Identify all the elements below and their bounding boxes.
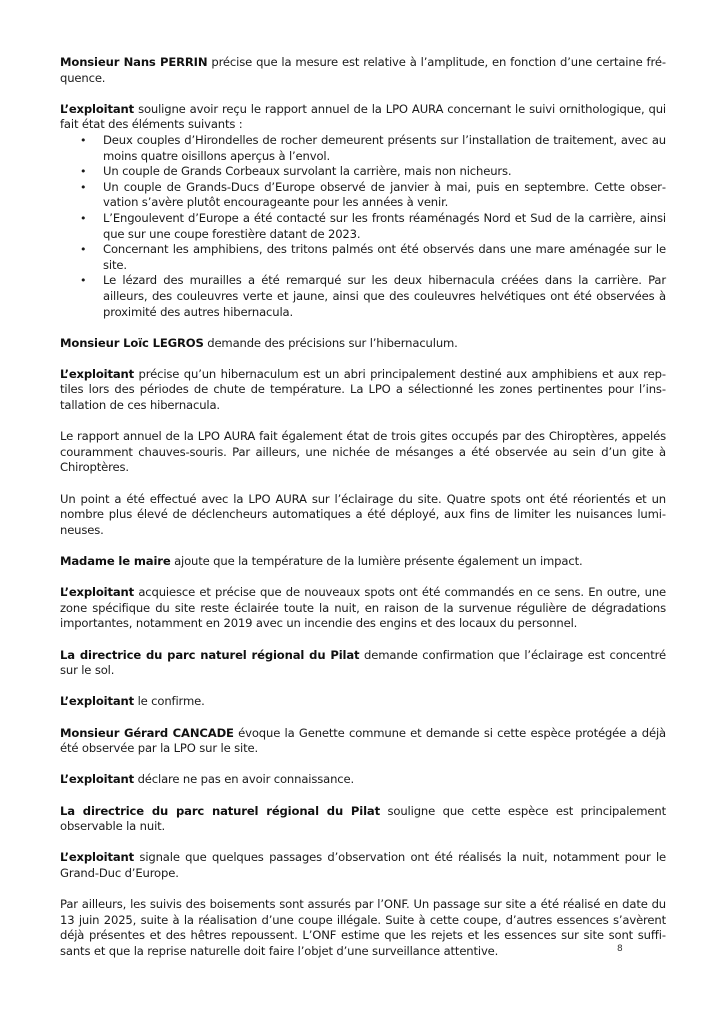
paragraph-text: déclare ne pas en avoir connaissance. [134,772,355,787]
bullet-icon: • [80,133,87,147]
bullet-list [60,133,666,320]
speaker-name: L’exploitant [60,772,135,787]
document-page [60,55,666,975]
list-item [60,180,666,211]
speaker-name: Monsieur Gérard CANCADE [60,725,234,740]
list-item-text: Le lézard des murailles a été remarqué sur les deux hibernacula créées dans la carrière. Par ailleurs, des couleuvres verte et jaune, ainsi que des couleuvres helvétiques ont été observées à proximité des autres hibernacula. [103,273,666,319]
speaker-name: Madame le maire [60,554,171,568]
speaker-name: Monsieur Loïc LEGROS [60,335,204,350]
paragraph [60,850,666,881]
paragraph-text: souligne que cette espèce est principalement observable la nuit. [60,803,666,834]
speaker-name: L’exploitant [60,366,135,381]
paragraph [60,694,666,710]
paragraph-text: demande confirmation que l’éclairage est concentré sur le sol. [60,647,666,678]
paragraph-text: demande des précisions sur l’hibernaculum. [203,335,458,350]
paragraph [60,102,666,133]
paragraph-text: Par ailleurs, les suivis des boisements sont assurés par l’ONF. Un passage sur site a été réalisé en date du 13 juin 2025, suite à la réalisation d’une coupe illégale. Suite à cette coupe, d’autres essences s’avèrent déjà présentes et des hêtres repoussent. L’ONF estime que les rejets et les essences sur site sont suffisants et que la reprise naturelle doit faire l’objet d’une surveillance attentive. [60,897,666,958]
list-item [60,211,666,242]
list-item-text: Un couple de Grands Corbeaux survolant la carrière, mais non nicheurs. [103,164,512,179]
bullet-icon: • [80,165,87,179]
paragraph-text: ajoute que la température de la lumière présente également un impact. [170,554,583,568]
paragraph-text: Un point a été effectué avec la LPO AURA sur l’éclairage du site. Quatre spots ont été réorientés et un nombre plus élevé de déclencheurs automatiques a été déployé, aux fins de limiter les nuisances lumineuses. [60,491,666,537]
paragraph [60,554,666,570]
paragraph-text: précise que la mesure est relative à l’amplitude, en fonction d’une certaine fréquence. [60,55,666,85]
paragraph [60,336,666,352]
bullet-icon: • [80,274,87,288]
paragraph [60,55,666,86]
bullet-icon: • [80,243,87,257]
speaker-name: L’exploitant [60,850,135,865]
list-item [60,273,666,320]
bullet-icon: • [80,180,87,194]
page-number: 8 [617,944,623,954]
speaker-name: L’exploitant [60,585,135,600]
list-item-text: Un couple de Grands-Ducs d’Europe observé de janvier à mai, puis en septembre. Cette observation s’avère plutôt encourageante pour les années à venir. [103,179,666,210]
paragraph-text: signale que quelques passages d’observation ont été réalisés la nuit, notamment pour le Grand-Duc d’Europe. [60,850,666,880]
speaker-name: La directrice du parc naturel régional du Pilat [60,647,360,662]
paragraph [60,492,666,539]
paragraph-text: précise qu’un hibernaculum est un abri principalement destiné aux amphibiens et aux reptiles lors des périodes de chute de température. La LPO a sélectionné les zones pertinentes pour l’installation de ces hibernacula. [60,366,666,413]
list-item [60,242,666,273]
paragraph [60,429,666,476]
paragraph [60,772,666,788]
speaker-name: La directrice du parc naturel régional du Pilat [60,803,380,818]
paragraph-text: acquiesce et précise que de nouveaux spots ont été commandés en ce sens. En outre, une zone spécifique du site reste éclairée toute la nuit, en raison de la survenue régulière de dégradations importantes, notamment en 2019 avec un incendie des engins et des locaux du personnel. [60,585,666,631]
paragraph [60,585,666,632]
paragraph [60,367,666,414]
paragraph [60,804,666,835]
speaker-name: L’exploitant [60,694,135,709]
speaker-name: Monsieur Nans PERRIN [60,55,208,69]
list-item-text: Concernant les amphibiens, des tritons palmés ont été observés dans une mare aménagée sur le site. [103,242,666,272]
speaker-name: L’exploitant [60,101,135,116]
paragraph-text: évoque la Genette commune et demande si cette espèce protégée a déjà été observée par la LPO sur le site. [60,725,666,756]
list-item [60,133,666,164]
paragraph-text: Le rapport annuel de la LPO AURA fait également état de trois gites occupés par des Chiroptères, appelés couramment chauves-souris. Par ailleurs, une nichée de mésanges a été observée au sein d’un gite à Chiroptères. [60,429,666,475]
bullet-icon: • [80,211,87,225]
paragraph [60,897,666,959]
list-item-text: Deux couples d’Hirondelles de rocher demeurent présents sur l’installation de traitement, avec au moins quatre oisillons aperçus à l’envol. [103,132,666,163]
paragraphs-after-list [60,336,666,960]
paragraph [60,726,666,757]
paragraph [60,648,666,679]
paragraph-text: le confirme. [134,694,205,709]
list-item-text: L’Engoulevent d’Europe a été contacté sur les fronts réaménagés Nord et Sud de la carrière, ainsi que sur une coupe forestière datant de 2023. [103,210,666,241]
list-item [60,164,666,180]
paragraph-text: souligne avoir reçu le rapport annuel de la LPO AURA concernant le suivi ornithologique, qui fait état des éléments suivants : [60,101,666,132]
